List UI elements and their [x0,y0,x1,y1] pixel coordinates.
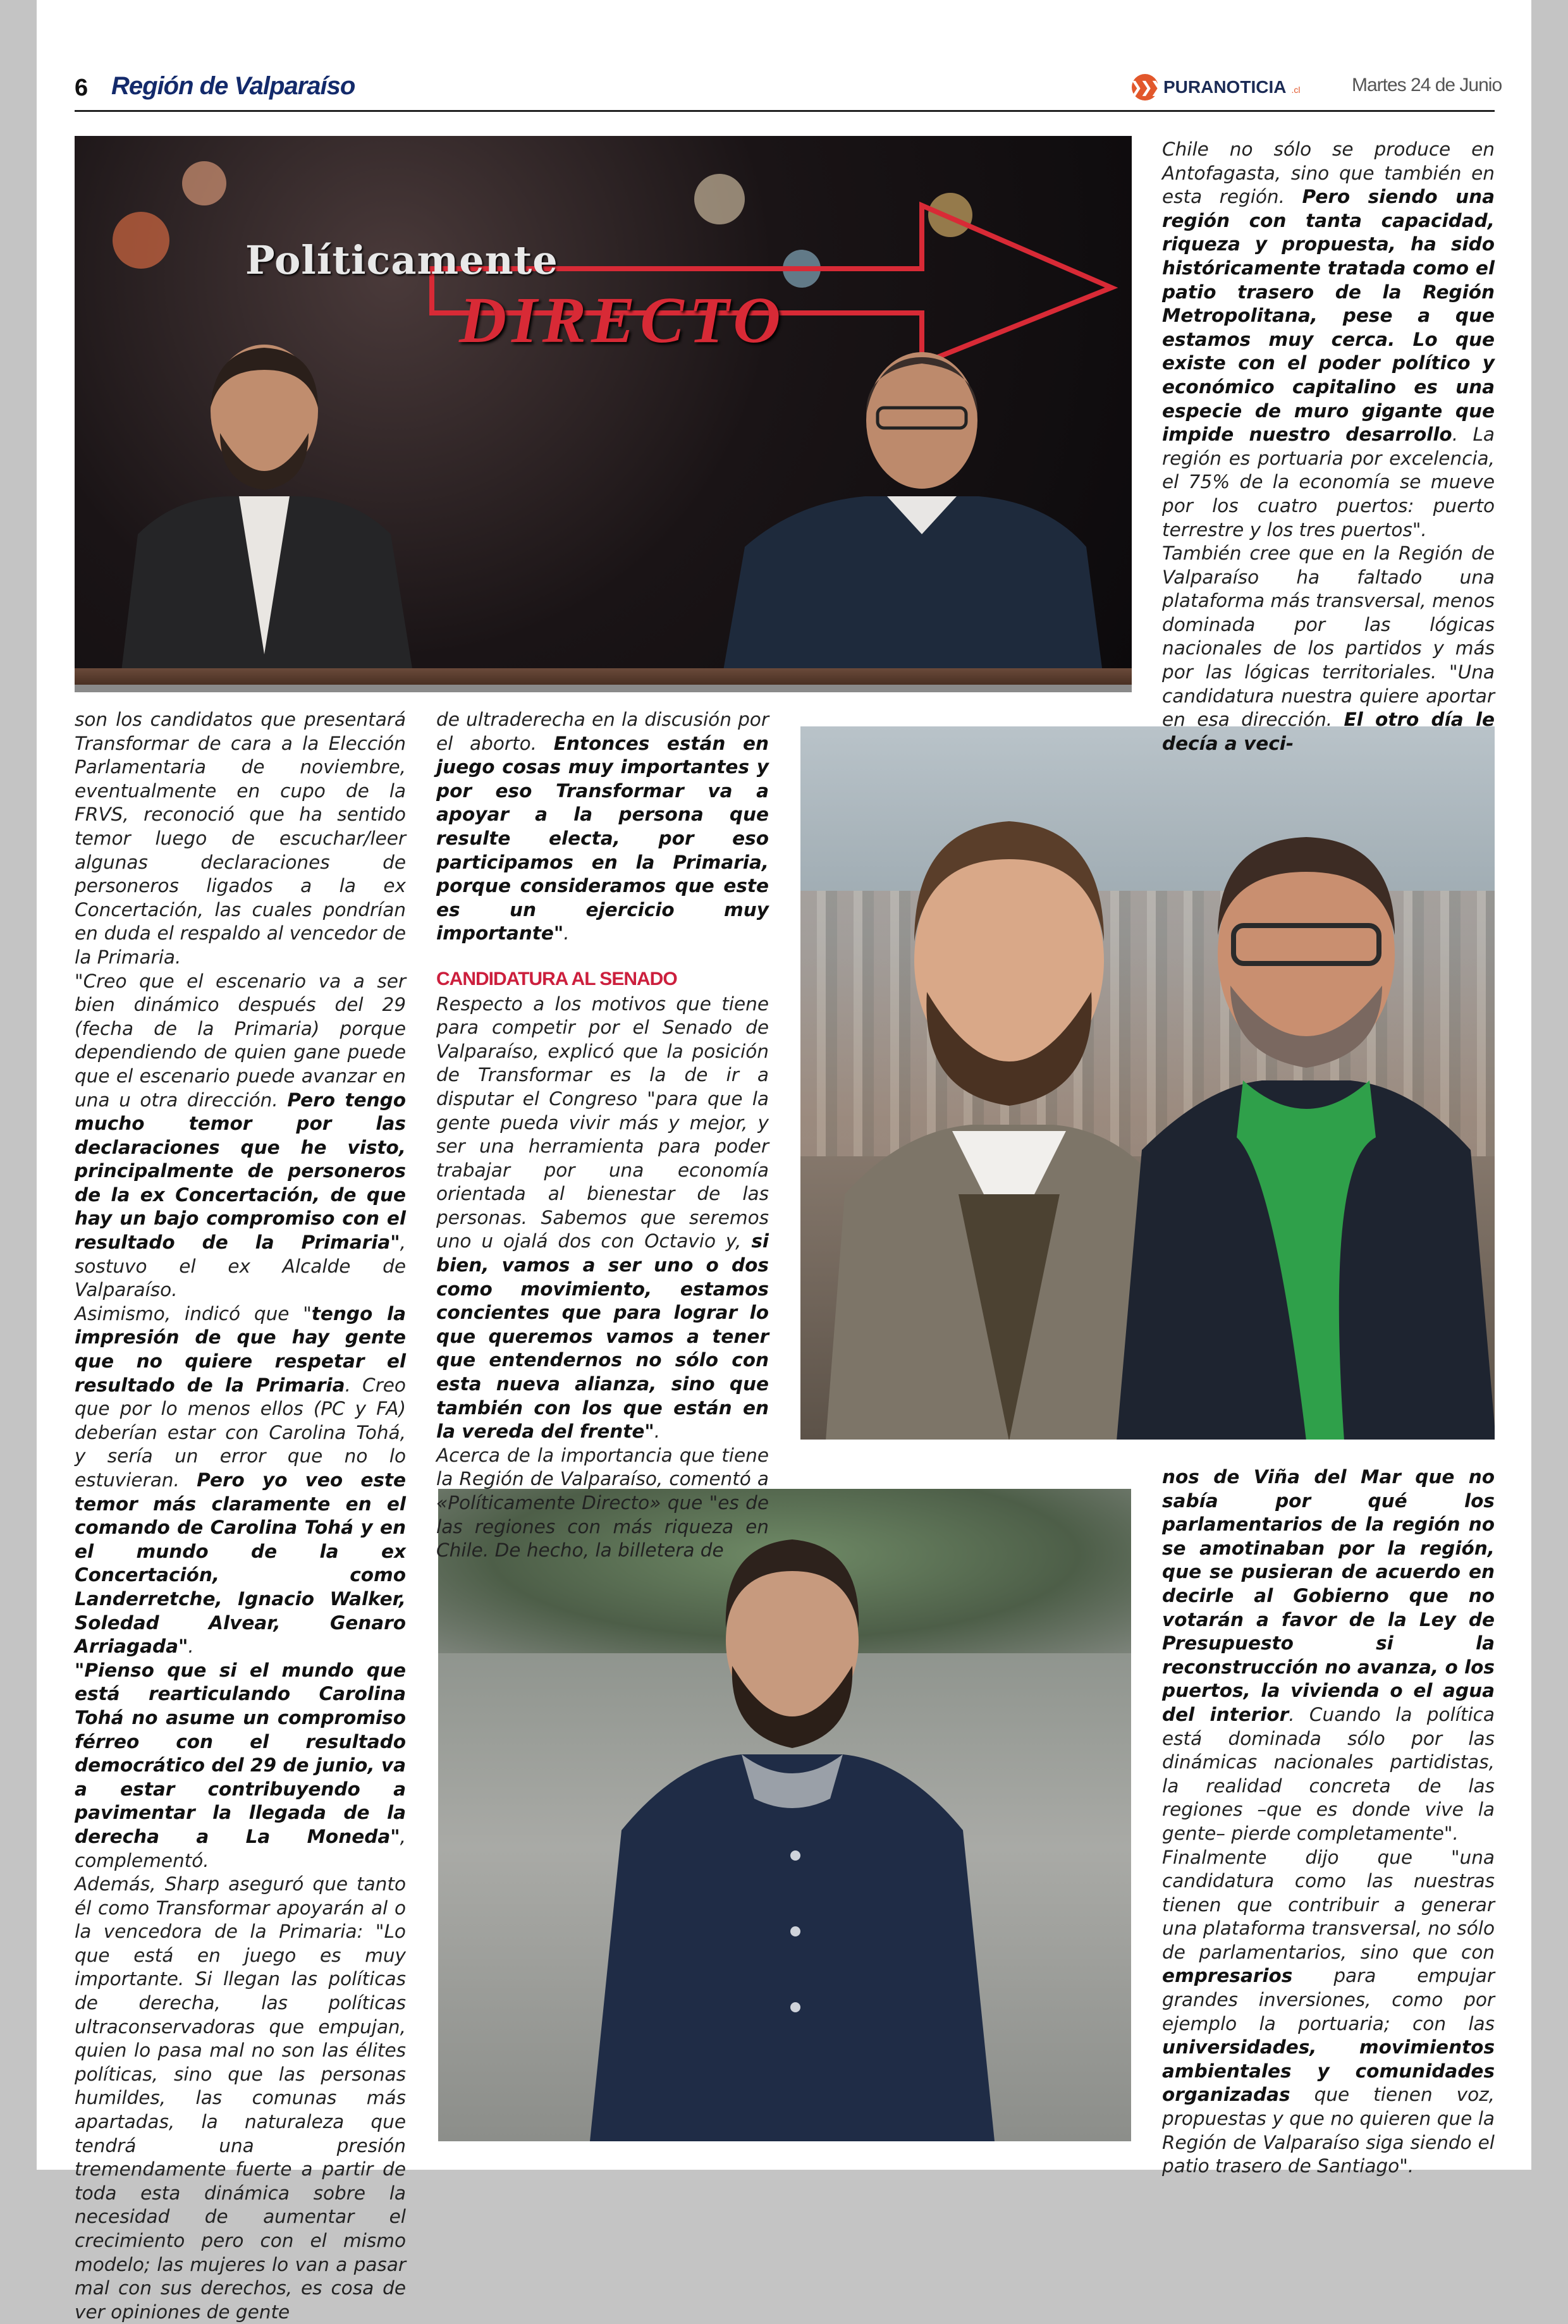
brand-suffix: .cl [1291,85,1301,95]
column-middle-intro [436,708,769,946]
bold-text-run: empresarios [1162,1965,1293,1987]
text-run: Finalmente dijo que "una candidatura como las nuestras tienen que contribuir a generar una plataforma transversal, no sólo de parlamentarios, sino que con [1162,1846,1495,1963]
paragraph [436,708,769,946]
guest-figure [100,326,429,692]
header-rule [75,110,1495,112]
bold-text-run: Pero siendo una región con tanta capacidad, riqueza y propuesta, ha sido históricamente tratada como el patio trasero de la Región Metropolitana, pese a que estamos muy cerca. Lo que existe con el poder político y económico capitalino es una especie de muro gigante que impide nuestro desarrollo [1162,186,1495,446]
issue-date: Martes 24 de Junio [1352,75,1502,95]
bold-text-run: El otro día le decía a veci- [1162,709,1495,754]
text-run: . [188,1636,194,1658]
text-run: Acerca de la importancia que tiene la Región de Valparaíso, comentó a «Políticamente Directo» que "es de las regiones con más riqueza en Chile. De hecho, la billetera de [436,1444,769,1562]
section-title: Región de Valparaíso [111,72,355,100]
column-left [75,708,406,2324]
column-middle-body [436,993,769,1563]
paragraph [1162,542,1495,755]
text-run: . [654,1421,661,1443]
text-run: . Creo que por lo menos ellos (PC y FA) deberían estar con Carolina Tohá, y sería un error que no lo estuvieran. [75,1374,406,1491]
paragraph [1162,1465,1495,1846]
paragraph [75,708,406,970]
host-figure [707,345,1112,692]
text-run: Además, Sharp aseguró que tanto él como Transformar apoyarán al o la vencedora de la Primaria: "Lo que está en juego es muy importante. Si llegan las políticas de derecha, las políticas ultraconservadoras que empujan, quien lo pasa mal no son las élites políticas, sino que las personas humildes, las comunas más apartadas, la naturaleza que tendrá una presión tremendamente fuerte a partir de toda esta dinámica sobre la necesidad de aumentar el crecimiento pero con el mismo modelo; las mujeres lo van a pasar mal con sus derechos, es cosa de ver opiniones de gente [75,1873,406,2323]
candidate-walking-figure [552,1501,1032,2141]
paragraph [1162,138,1495,542]
paragraph [75,1302,406,1659]
play-chevrons-icon: ❯❯❯ [1132,74,1158,101]
tv-logo-line2: DIRECTO [459,284,786,357]
text-run: para empujar grandes inversiones, como por ejemplo la portuaria; con las [1162,1965,1495,2034]
bold-text-run: Pero yo veo este temor más claramente en el comando de Carolina Tohá y en el mundo de la ex Concertación, como Landerretche, Ignacio Walker, Soledad Alvear, Genaro Arriagada" [75,1469,407,1658]
bold-text-run: universidades, movimientos ambientales y comunidades organizadas [1162,2036,1495,2106]
paragraph [436,993,769,1444]
bold-text-run: tengo la impresión de que hay gente que no quiere respetar el resultado de la Primaria [75,1302,406,1396]
paragraph [1162,1846,1495,2179]
column-top-right [1162,138,1495,755]
text-run: Respecto a los motivos que tiene para competir por el Senado de Valparaíso, explicó que la posición de Transformar es la de ir a disputar el Congreso "para que la gente pueda vivir más y mejor, y ser una herramienta para poder trabajar por una economía orientada al bienestar de las personas. Sabemos que seremos uno u ojalá dos con Octavio y, [436,993,769,1252]
photo-strip [75,685,1132,692]
brand-logo [1129,73,1301,101]
paragraph [75,1659,406,1873]
bold-text-run: Pero tengo mucho temor por las declaraciones que he visto, principalmente de personeros de la ex Concertación, de que hay un bajo compromiso con el resultado de la Primaria" [75,1089,406,1254]
bold-text-run: Entonces están en juego cosas muy importantes y por eso Transformar va a apoyar a la persona que resulte electa, por eso participamos en la Primaria, porque consideramos que este es un ejercicio muy importante" [436,732,769,945]
subhead-senado: CANDIDATURA AL SENADO [436,968,677,989]
tv-logo-line1: Políticamente [245,237,558,283]
brand-name: PURANOTICIA [1163,77,1287,97]
text-run: . [563,922,570,945]
text-run: . La región es portuaria por excelencia, el 75% de la economía se mueve por los cuatro puertos: puerto terrestre y los tres puertos". [1162,424,1495,541]
text-run: , sostuvo el ex Alcalde de Valparaíso. [75,1232,406,1301]
text-run: Chile no sólo se produce en Antofagasta, sino que también en esta región. [1162,138,1495,208]
text-run: . Cuando la política está dominada sólo por las dinámicas nacionales partidistas, la realidad concreta de las regiones –que es donde vive la gente– pierde completamente". [1162,1703,1495,1844]
text-run: que tienen voz, propuestas y que no quieren que la Región de Valparaíso siga siendo el patio trasero de Santiago". [1162,2084,1495,2177]
tv-studio-photo [75,136,1132,692]
text-run: de ultraderecha en la discusión por el aborto. [436,709,769,754]
text-run: son los candidatos que presentará Transformar de cara a la Elección Parlamentaria de noviembre, eventualmente en cupo de la FRVS, reconoció que ha sentido temor luego de escuchar/leer algunas declaraciones de personeros ligados a la ex Concertación, las cuales pondrían en duda el respaldo al vencedor de la Primaria. [75,709,406,968]
paragraph [436,1444,769,1563]
column-middle [436,708,769,1563]
text-run: , complementó. [75,1825,406,1871]
candidate-right-figure [1117,783,1495,1440]
bold-text-run: nos de Viña del Mar que no sabía por qué los parlamentarios de la región no se amotinaban por la región, que se pusieran de acuerdo en decirle al Gobierno que no votarán a favor de la Ley de Presupuesto si la reconstrucción no avanza, o los puertos, la vivienda o el agua del interior [1162,1466,1495,1725]
candidates-photo [800,726,1495,1440]
paragraph [75,970,406,1302]
candidate-walking-photo [438,1489,1131,2141]
bold-text-run: si bien, vamos a ser uno o dos como movimiento, estamos concientes que para lograr lo que queremos vamos a tener que entendernos no sólo con esta nueva alianza, sino que también con los que están en la vereda del frente" [436,1230,769,1443]
bold-text-run: "Pienso que si el mundo que está rearticulando Carolina Tohá no asume un compromiso férreo con el resultado democrático del 29 de junio, va a estar contribuyendo a pavimentar la llegada de la derecha a La Moneda" [75,1659,406,1847]
text-run: Asimismo, indicó que " [75,1302,312,1324]
column-bottom-right [1162,1465,1495,2179]
text-run: También cree que en la Región de Valparaíso ha faltado una plataforma más transversal, menos dominada por las lógicas nacionales de los partidos y más por las lógicas territoriales. "Una candidatura nuestra quiere aportar en esa dirección. [1162,542,1495,731]
paragraph [75,1873,406,2324]
text-run: "Creo que el escenario va a ser bien dinámico después del 29 (fecha de la Primaria) porque dependiendo de quien gane puede que el escenario puede avanzar en una u otra dirección. [75,970,406,1111]
page-number: 6 [75,75,89,101]
